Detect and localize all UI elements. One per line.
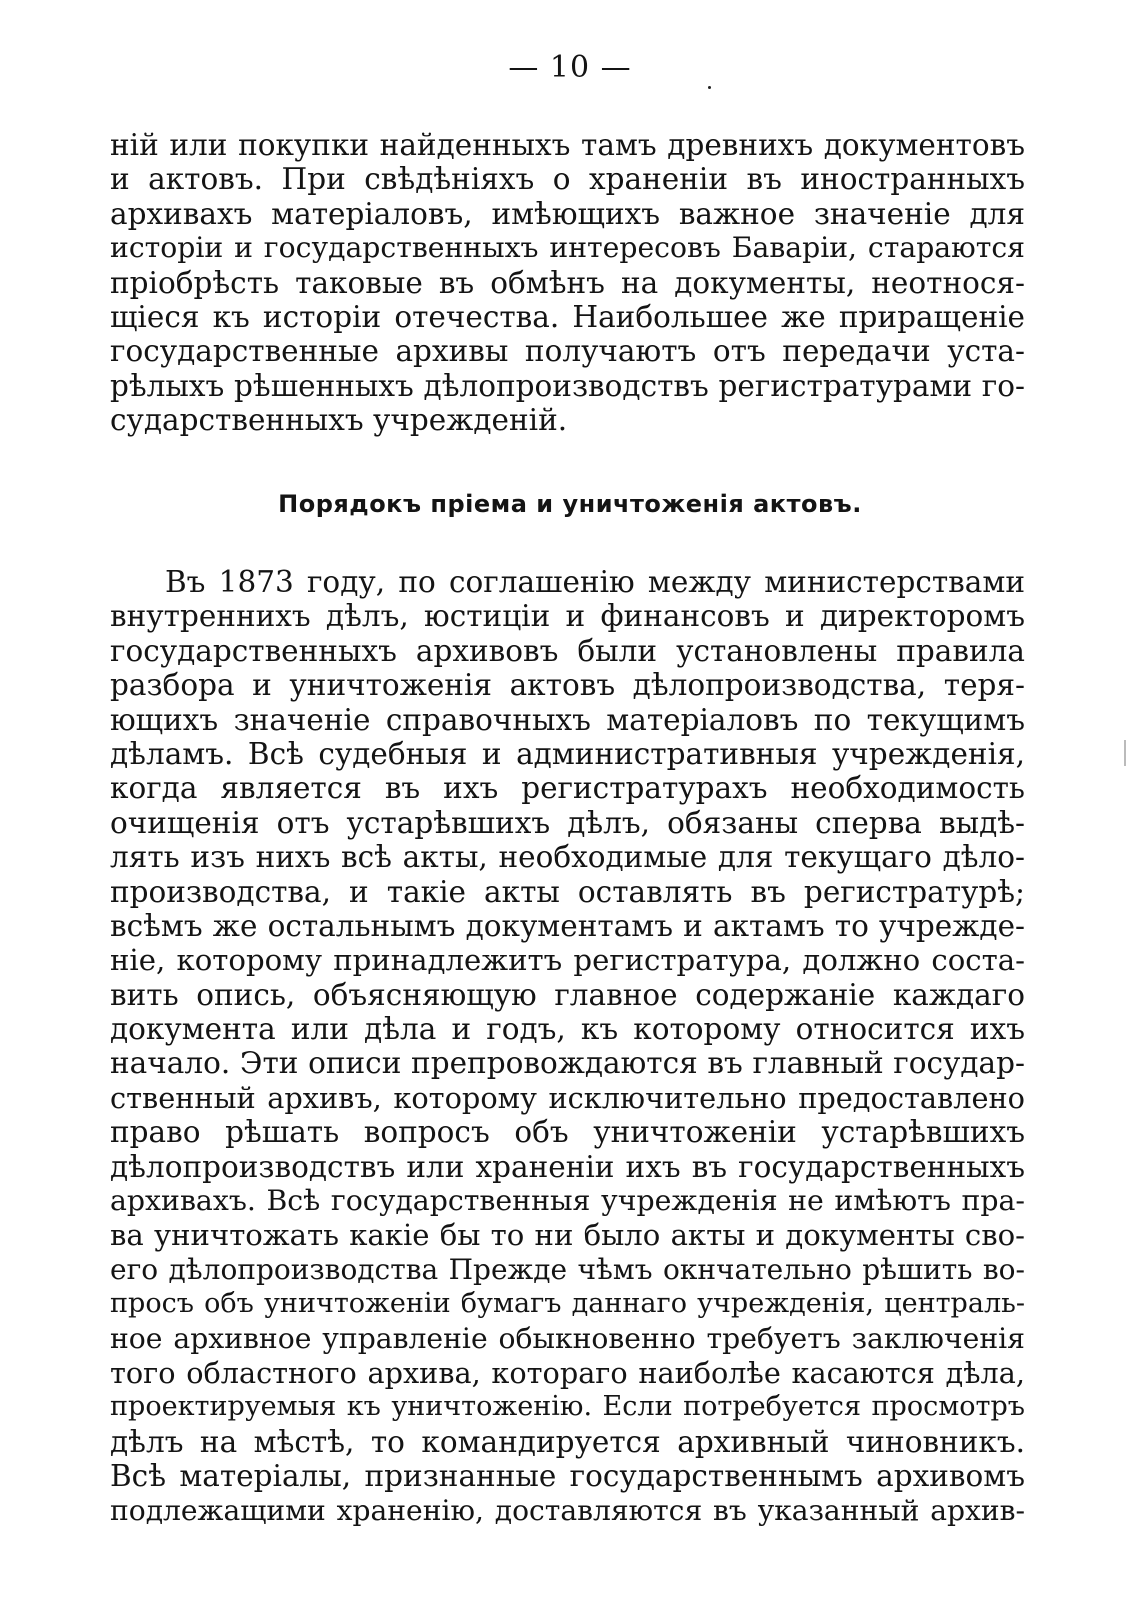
text-line: сударственныхъ учрежденій.: [110, 403, 568, 438]
text-line: Въ 1873 году, по соглашенію между министерствами: [165, 565, 1025, 599]
text-line: начало. Эти описи препровождаются въ главный государ-: [110, 1046, 1025, 1081]
text-line: документа или дѣла и годъ, къ которому относится ихъ: [110, 1012, 1025, 1047]
text-line: ное архивное управленіе обыкновенно требуетъ заключенія: [110, 1321, 1025, 1355]
text-line: дѣламъ. Всѣ судебныя и административныя учрежденія,: [110, 736, 1025, 771]
text-line: ніе, которому принадлежитъ регистратура, должно соста-: [110, 943, 1025, 978]
text-line: того областного архива, котораго наиболѣе касаются дѣла,: [110, 1355, 1025, 1390]
paragraph-2: [110, 565, 1025, 1528]
text-line: исторіи и государственныхъ интересовъ Баваріи, стараются: [110, 231, 1025, 265]
text-line: дѣлопроизводствъ или храненіи ихъ въ государственныхъ: [110, 1149, 1025, 1184]
text-line: производства, и такіе акты оставлять въ регистратурѣ;: [110, 874, 1025, 909]
section-heading: Порядокъ пріема и уничтоженія актовъ.: [278, 490, 862, 518]
text-line: архивахъ. Всѣ государственныя учрежденія не имѣютъ пра-: [110, 1184, 1025, 1218]
print-speck: [708, 86, 711, 89]
text-line: всѣмъ же остальнымъ документамъ и актамъ то учрежде-: [110, 908, 1025, 943]
text-line: ній или покупки найденныхъ тамъ древнихъ документовъ: [110, 128, 1025, 162]
text-line: очищенія отъ устарѣвшихъ дѣлъ, обязаны сперва выдѣ-: [110, 805, 1025, 840]
text-line: проектируемыя къ уничтоженію. Если потребуется просмотръ: [110, 1391, 1025, 1423]
text-line: Всѣ матеріалы, признанные государственнымъ архивомъ: [110, 1459, 1025, 1494]
text-line: и актовъ. При свѣдѣніяхъ о храненіи въ иностранныхъ: [110, 162, 1025, 197]
text-line: ющихъ значеніе справочныхъ матеріаловъ по текущимъ: [110, 702, 1025, 737]
text-line: право рѣшать вопросъ объ уничтоженіи устарѣвшихъ: [110, 1115, 1025, 1150]
text-line: щіеся къ исторіи отечества. Наибольшее же приращеніе: [110, 299, 1025, 334]
text-line: архивахъ матеріаловъ, имѣющихъ важное значеніе для: [110, 196, 1025, 231]
text-line: вить опись, объясняющую главное содержаніе каждаго: [110, 977, 1025, 1012]
text-line: пріобрѣсть таковые въ обмѣнъ на документы, неотнося-: [110, 265, 1025, 300]
page-number: — 10 —: [508, 50, 632, 85]
text-line: разбора и уничтоженія актовъ дѣлопроизводства, теря-: [110, 668, 1025, 703]
text-line: ственный архивъ, которому исключительно предоставлено: [110, 1080, 1025, 1115]
text-line: ва уничтожать какіе бы то ни было акты и документы сво-: [110, 1218, 1025, 1253]
text-line: государственные архивы получаютъ отъ передачи уста-: [110, 334, 1025, 369]
scan-edge-mark: [1124, 740, 1126, 766]
text-line: рѣлыхъ рѣшенныхъ дѣлопроизводствъ регистратурами го-: [110, 368, 1025, 403]
text-line: просъ объ уничтоженіи бумагъ даннаго учрежденія, централь-: [110, 1288, 1025, 1320]
text-line: внутреннихъ дѣлъ, юстиціи и финансовъ и директоромъ: [110, 599, 1025, 634]
text-line: подлежащими храненію, доставляются въ указанный архив-: [110, 1493, 1025, 1527]
text-line: когда является въ ихъ регистратурахъ необходимость: [110, 771, 1025, 806]
text-line: дѣлъ на мѣстѣ, то командируется архивный чиновникъ.: [110, 1424, 1025, 1459]
text-line: его дѣлопроизводства Прежде чѣмъ окнчательно рѣшить во-: [110, 1252, 1025, 1286]
text-line: государственныхъ архивовъ были установлены правила: [110, 633, 1025, 668]
paragraph-1: [110, 128, 1025, 438]
text-line: лять изъ нихъ всѣ акты, необходимые для текущаго дѣло-: [110, 840, 1025, 875]
